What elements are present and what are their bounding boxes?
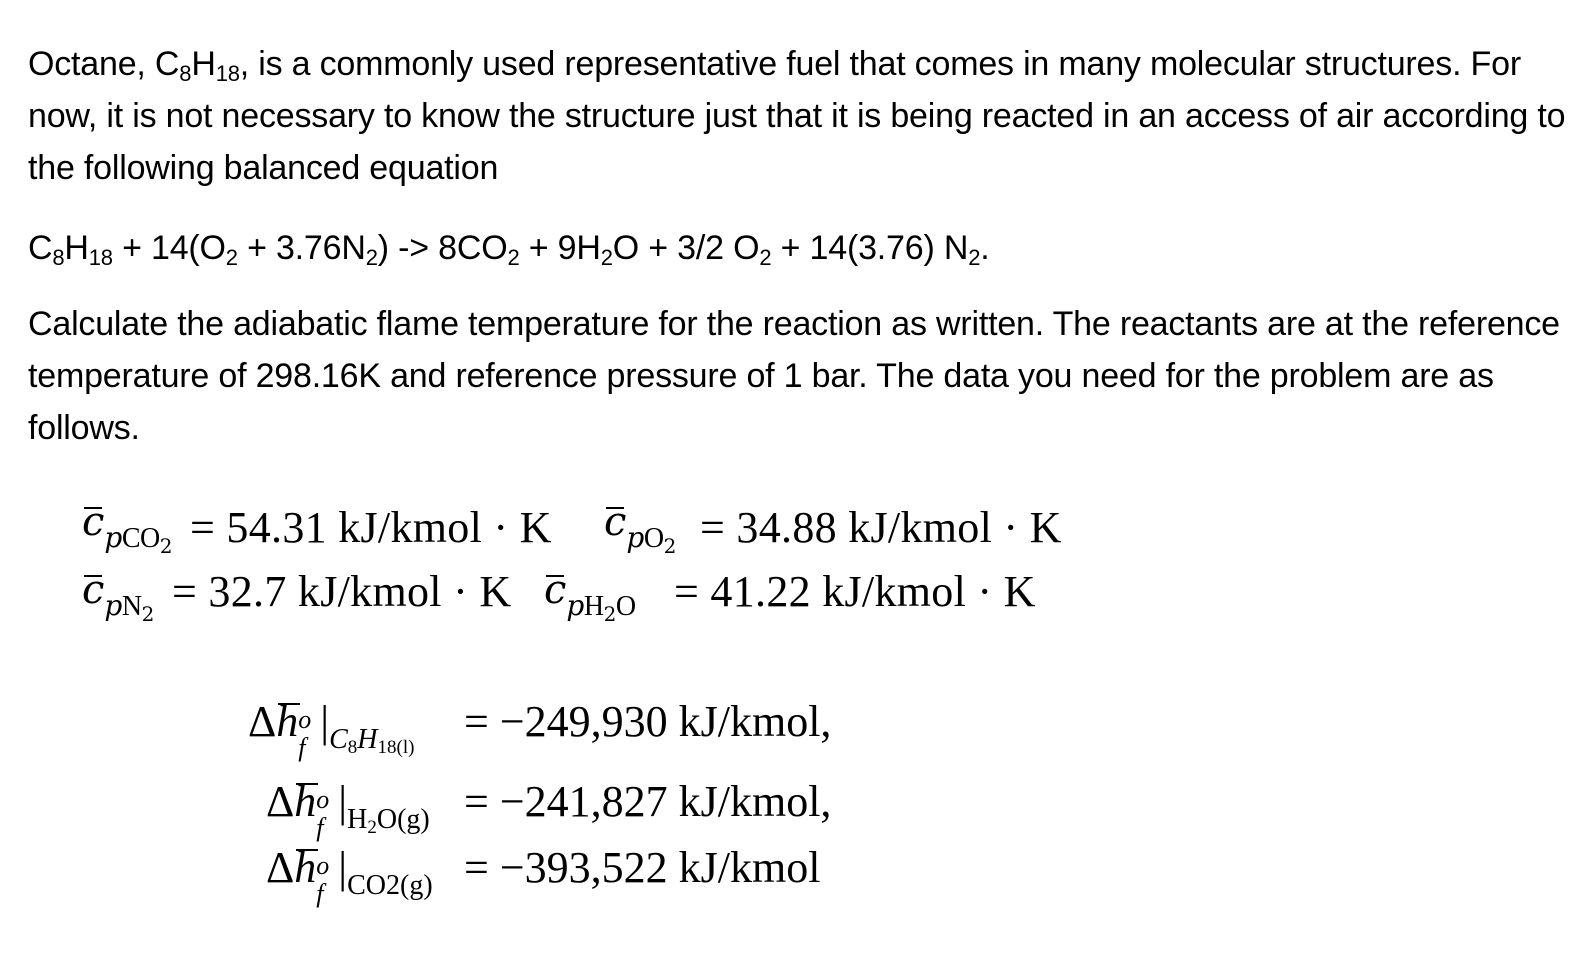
c-bar-symbol: c <box>82 567 105 613</box>
species-subscript <box>347 804 430 838</box>
intro-sub-2: 18 <box>215 61 240 86</box>
species-a: C <box>329 724 348 755</box>
species-b: H <box>357 724 378 755</box>
species-a: CO2(g) <box>347 870 433 901</box>
n2-sub: 2 <box>141 602 154 626</box>
eq-t8: + 14(3.76) N <box>771 229 969 267</box>
species-a-sub: 2 <box>367 817 377 838</box>
n2-species: N <box>121 591 142 622</box>
p-letter: p <box>566 589 584 622</box>
enthalpy-value: = −249,930 kJ/kmol, <box>464 697 832 746</box>
delta-symbol: Δ <box>266 777 295 826</box>
h-bar-symbol: h <box>276 697 299 746</box>
species-subscript <box>347 870 433 901</box>
enthalpy-value: = −241,827 kJ/kmol, <box>464 777 832 826</box>
species-b-sub: 18(l) <box>377 737 415 758</box>
sub-f: f <box>316 879 324 908</box>
delta-symbol: Δ <box>266 843 295 892</box>
eq-t4: + 3.76N <box>237 229 366 267</box>
h-bar-symbol: h <box>294 777 317 826</box>
intro-text-2: H <box>191 45 216 83</box>
evaluation-bar: | <box>338 777 348 826</box>
sup-o: o <box>316 851 330 880</box>
eq-s8: 2 <box>968 245 981 270</box>
eq-t6: + 9H <box>519 229 601 267</box>
o2-species: O <box>643 523 664 554</box>
cp-co2-value: = 54.31 kJ/kmol · K <box>190 503 552 552</box>
intro-text-1: Octane, C <box>28 45 180 83</box>
sup-o: o <box>316 785 330 814</box>
eq-t9: . <box>980 229 990 267</box>
supsub-marks <box>298 700 320 762</box>
enthalpy-lhs <box>266 843 433 908</box>
eq-s2: 18 <box>88 245 113 270</box>
eq-t5: ) -> 8CO <box>377 229 508 267</box>
task-text: Calculate the adiabatic flame temperature for the reaction as written. The reactants are at the reference temperature of 298.16K and reference pressure of 1 bar. The data you need for the problem are as follows. <box>28 305 1560 447</box>
eq-s5: 2 <box>507 245 520 270</box>
evaluation-bar: | <box>338 843 348 892</box>
enthalpy-lhs <box>248 697 415 762</box>
species-a: H <box>347 804 368 835</box>
intro-sub-1: 8 <box>179 61 192 86</box>
co2-species: CO <box>121 523 160 554</box>
enthalpy-row-octane <box>248 697 948 764</box>
eq-s6: 2 <box>600 245 613 270</box>
eq-t2: H <box>64 229 89 267</box>
sup-o: o <box>298 705 312 734</box>
p-letter: p <box>626 521 644 554</box>
eq-t3: + 14(O <box>112 229 226 267</box>
intro-text-3: , is a commonly used representative fuel that comes in many molecular structures. For now, it is not necessary to know the structure just that it is being reacted in an access of air according to the following balanced equation <box>28 45 1566 187</box>
h2o-species-o: O <box>615 591 636 622</box>
eq-s3: 2 <box>225 245 238 270</box>
eq-s7: 2 <box>759 245 772 270</box>
delta-symbol: Δ <box>248 697 277 746</box>
cp-h2o-value: = 41.22 kJ/kmol · K <box>674 567 1036 616</box>
enthalpy-row-co2 <box>266 843 966 910</box>
species-b: O(g) <box>376 804 430 835</box>
c-bar-symbol: c <box>604 499 627 545</box>
p-letter: p <box>104 521 122 554</box>
eq-s1: 8 <box>52 245 65 270</box>
h2o-sub: 2 <box>603 602 616 626</box>
eq-s4: 2 <box>365 245 378 270</box>
c-bar-symbol: c <box>544 567 567 613</box>
eq-t1: C <box>28 229 53 267</box>
cp-n2-value: = 32.7 kJ/kmol · K <box>172 567 512 616</box>
h2o-species-h: H <box>583 591 604 622</box>
enthalpy-row-water <box>266 777 966 844</box>
sub-f: f <box>316 813 324 842</box>
supsub-marks <box>316 780 338 842</box>
enthalpy-value: = −393,522 kJ/kmol <box>464 843 821 892</box>
h-bar-symbol: h <box>294 843 317 892</box>
c-bar-symbol: c <box>82 499 105 545</box>
species-a-sub: 8 <box>347 737 358 758</box>
sub-f: f <box>298 733 306 762</box>
p-letter: p <box>104 589 122 622</box>
species-subscript <box>329 724 415 758</box>
cp-o2-value: = 34.88 kJ/kmol · K <box>700 503 1062 552</box>
supsub-marks <box>316 846 338 908</box>
enthalpy-lhs <box>266 777 430 842</box>
eq-t7: O + 3/2 O <box>612 229 760 267</box>
evaluation-bar: | <box>320 697 330 746</box>
o2-sub: 2 <box>663 534 676 558</box>
co2-sub: 2 <box>159 534 172 558</box>
